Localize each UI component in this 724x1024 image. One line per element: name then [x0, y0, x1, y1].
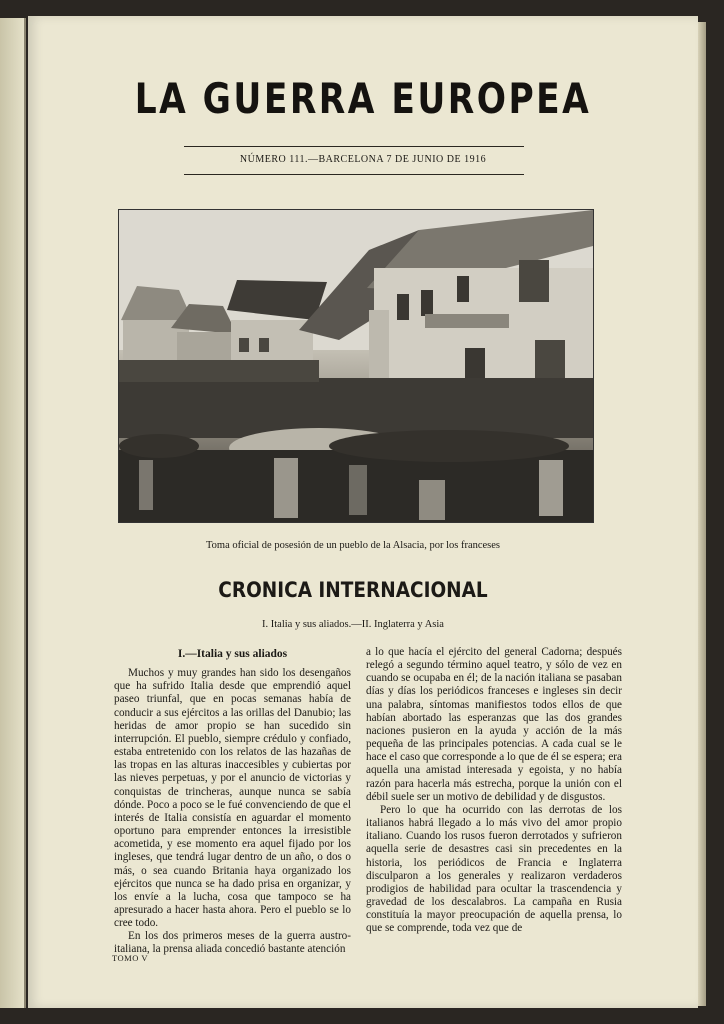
adjacent-page-edge — [0, 18, 26, 1008]
page-stack-edge — [698, 22, 706, 1006]
paragraph: Muchos y muy grandes han sido los desengaños que ha sufrido Italia desde que emprendió aquel paseo triunfal, que en pocas semanas había de conducir a sus ejércitos a las orillas del Danubio; las heridas de amor propio se han sucedido sin interrupción. El pueblo, siempre crédulo y confiado, estaba entretenido con los relatos de las hazañas de las tropas en las alturas inaccesibles y cubiertas por las nieves perpetuas, y por el anuncio de victorias y conquistas de trincheras, aunque nunca se sabía dónde. Poco a poco se le fué convenciendo de que el interés de Italia consistía en aguardar el momento oportuno para emprender entonces la irresistible acometida, y ese momento era aquel fijado por los ingleses, que tendrá lugar dentro de un año, o dos o más, o sea cuando Britania haya organizado los ejércitos que nunca se ha dado prisa en organizar, y los envíe a la lucha, cosa que tampoco se ha apresurado a hacer hasta ahora. Pero el pueblo se lo cree todo. — [114, 667, 351, 930]
paragraph: En los dos primeros meses de la guerra austro-italiana, la prensa aliada concedió bastante atención — [114, 930, 351, 956]
article-subtitle: I. Italia y sus aliados.—II. Inglaterra y Asia — [262, 619, 444, 630]
paragraph: a lo que hacía el ejército del general Cadorna; después relegó a segundo término aquel teatro, y sólo de vez en cuando se ocupaba en él; de la nación italiana se pasaban días y días los periódicos franceses e ingleses sin decir una palabra, síntomas manifiestos todos ellos de que habían abortado las esperanzas que las dos grandes naciones pusieron en la ayuda y acción de la más pequeña de las principales potencias. A cada cual se le hace el caso que corresponde a lo que de él se espera; era aquella una amistad interesada y egoista, y no había razón para hacerla más estrecha, porque la unión con el débil suele ser un motivo de debilidad y de disgustos. — [366, 646, 622, 803]
newspaper-page — [28, 16, 698, 1008]
article-title: CRONICA INTERNACIONAL — [218, 578, 488, 602]
issue-line: NÚMERO 111.—BARCELONA 7 DE JUNIO DE 1916 — [239, 154, 487, 165]
masthead-rule-top — [184, 146, 524, 147]
column-right — [366, 646, 622, 935]
photo-illustration — [119, 210, 593, 522]
masthead-rule-bottom — [184, 174, 524, 175]
volume-footer: TOMO V — [112, 953, 148, 963]
masthead: LA GUERRA EUROPEA — [134, 74, 592, 123]
photo-caption: Toma oficial de posesión de un pueblo de la Alsacia, por los franceses — [205, 540, 501, 551]
section-heading: I.—Italia y sus aliados — [177, 648, 288, 660]
news-photo — [118, 209, 594, 523]
paragraph: Pero lo que ha ocurrido con las derrotas de los italianos habrá llegado a lo más vivo del amor propio italiano. Cuando los rusos fueron derrotados y sufrieron aquella serie de desastres casi sin precedentes en la historia, los periódicos de Francia e Inglaterra disculparon a los generales y realizaron verdaderos prodigios de habilidad para ocultar la trascendencia y gravedad de los descalabros. La campaña en Rusia constituía la mayor preocupación de aquella prensa, lo que se comprende, toda vez que de — [366, 803, 622, 935]
column-left — [114, 648, 351, 957]
